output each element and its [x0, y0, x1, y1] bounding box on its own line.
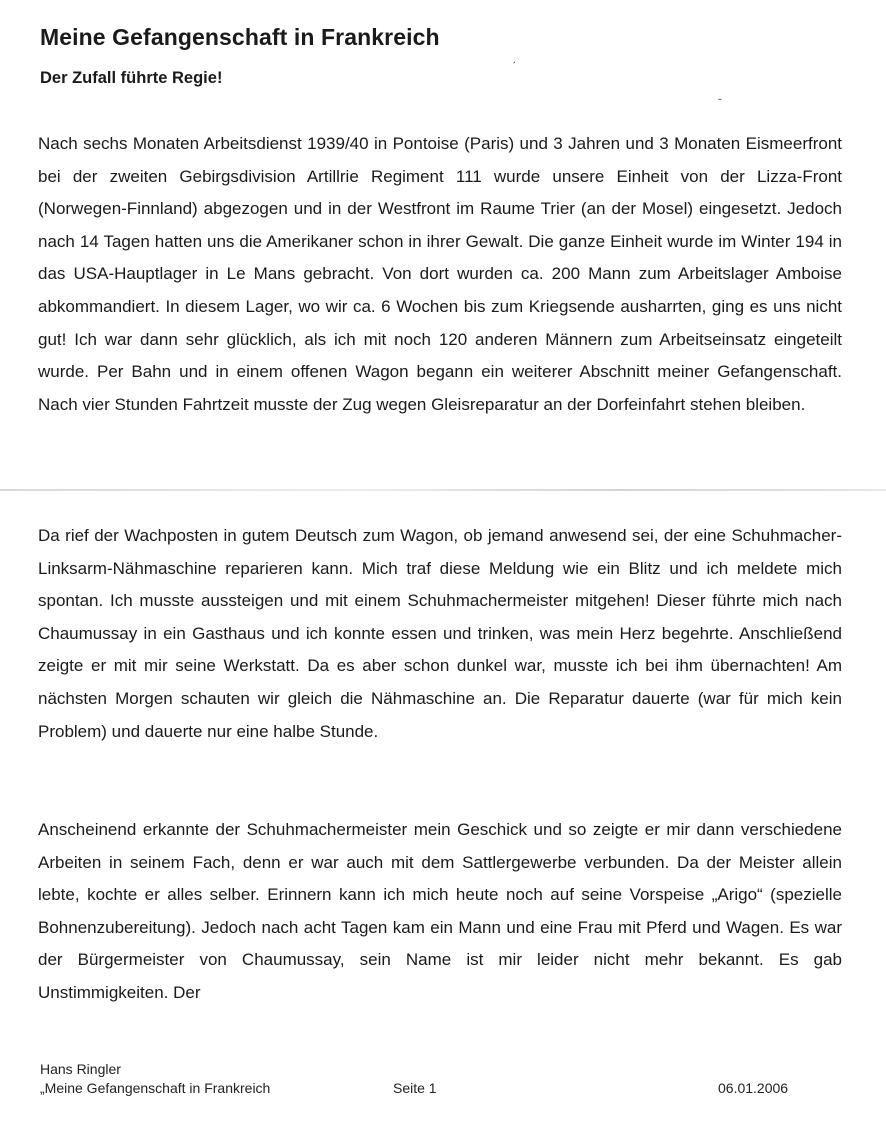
document-subtitle: Der Zufall führte Regie!	[40, 69, 223, 87]
document-title: Meine Gefangenschaft in Frankreich	[40, 24, 440, 50]
footer-date: 06.01.2006	[718, 1080, 789, 1096]
footer-author: Hans Ringler	[40, 1061, 121, 1077]
paragraph-1: Nach sechs Monaten Arbeitsdienst 1939/40 in Pontoise (Paris) und 3 Jahren und 3 Monaten Eismeerfront bei der zweiten Gebirgsdivision Artillrie Regiment 111 wurde unsere Einheit von der Lizza-Front (Norwegen-Finnland) abgezogen und in der Westfront im Raume Trier (an der Mosel) eingesetzt. Jedoch nach 14 Tagen hatten uns die Amerikaner schon in ihrer Gewalt. Die ganze Einheit wurde im Winter 194 in das USA-Hauptlager in Le Mans gebracht. Von dort wurden ca. 200 Mann zum Arbeitslager Amboise abkommandiert. In diesem Lager, wo wir ca. 6 Wochen bis zum Kriegsende ausharrten, ging es uns nicht gut! Ich war dann sehr glücklich, als ich mit noch 120 anderen Männern zum Arbeitseinsatz eingeteilt wurde. Per Bahn und in einem offenen Wagon begann ein weiterer Abschnitt meiner Gefangenschaft. Nach vier Stunden Fahrtzeit musste der Zug wegen Gleisreparatur an der Dorfeinfahrt stehen bleiben.	[38, 134, 842, 414]
footer-page-number: Seite 1	[393, 1080, 437, 1096]
page-fold-line	[0, 489, 886, 491]
paragraph-2: Da rief der Wachposten in gutem Deutsch zum Wagon, ob jemand anwesend sei, der eine Schuhmacher-Linksarm-Nähmaschine reparieren kann. Mich traf diese Meldung wie ein Blitz und ich meldete mich spontan. Ich musste aussteigen und mit einem Schuhmachermeister mitgehen! Dieser führte mich nach Chaumussay in ein Gasthaus und ich konnte essen und trinken, was mein Herz begehrte. Anschließend zeigte er mit mir seine Werkstatt. Da es aber schon dunkel war, musste ich bei ihm übernachten! Am nächsten Morgen schauten wir gleich die Nähmaschine an. Die Reparatur dauerte (war für mich kein Problem) und dauerte nur eine halbe Stunde.	[38, 526, 842, 741]
scan-speck: ˏ	[512, 50, 516, 64]
paragraph-3: Anscheinend erkannte der Schuhmachermeister mein Geschick und so zeigte er mir dann verschiedene Arbeiten in seinem Fach, denn er war auch mit dem Sattlergewerbe verbunden. Da der Meister allein lebte, kochte er alles selber. Erinnern kann ich mich heute noch auf seine Vorspeise „Arigo“ (spezielle Bohnenzubereitung). Jedoch nach acht Tagen kam ein Mann und eine Frau mit Pferd und Wagen. Es war der Bürgermeister von Chaumussay, sein Name ist mir leider nicht mehr bekannt. Es gab Unstimmigkeiten. Der	[38, 820, 842, 1002]
scan-speck: ˉ	[718, 96, 722, 110]
footer-work-title: „Meine Gefangenschaft in Frankreich	[40, 1080, 271, 1096]
